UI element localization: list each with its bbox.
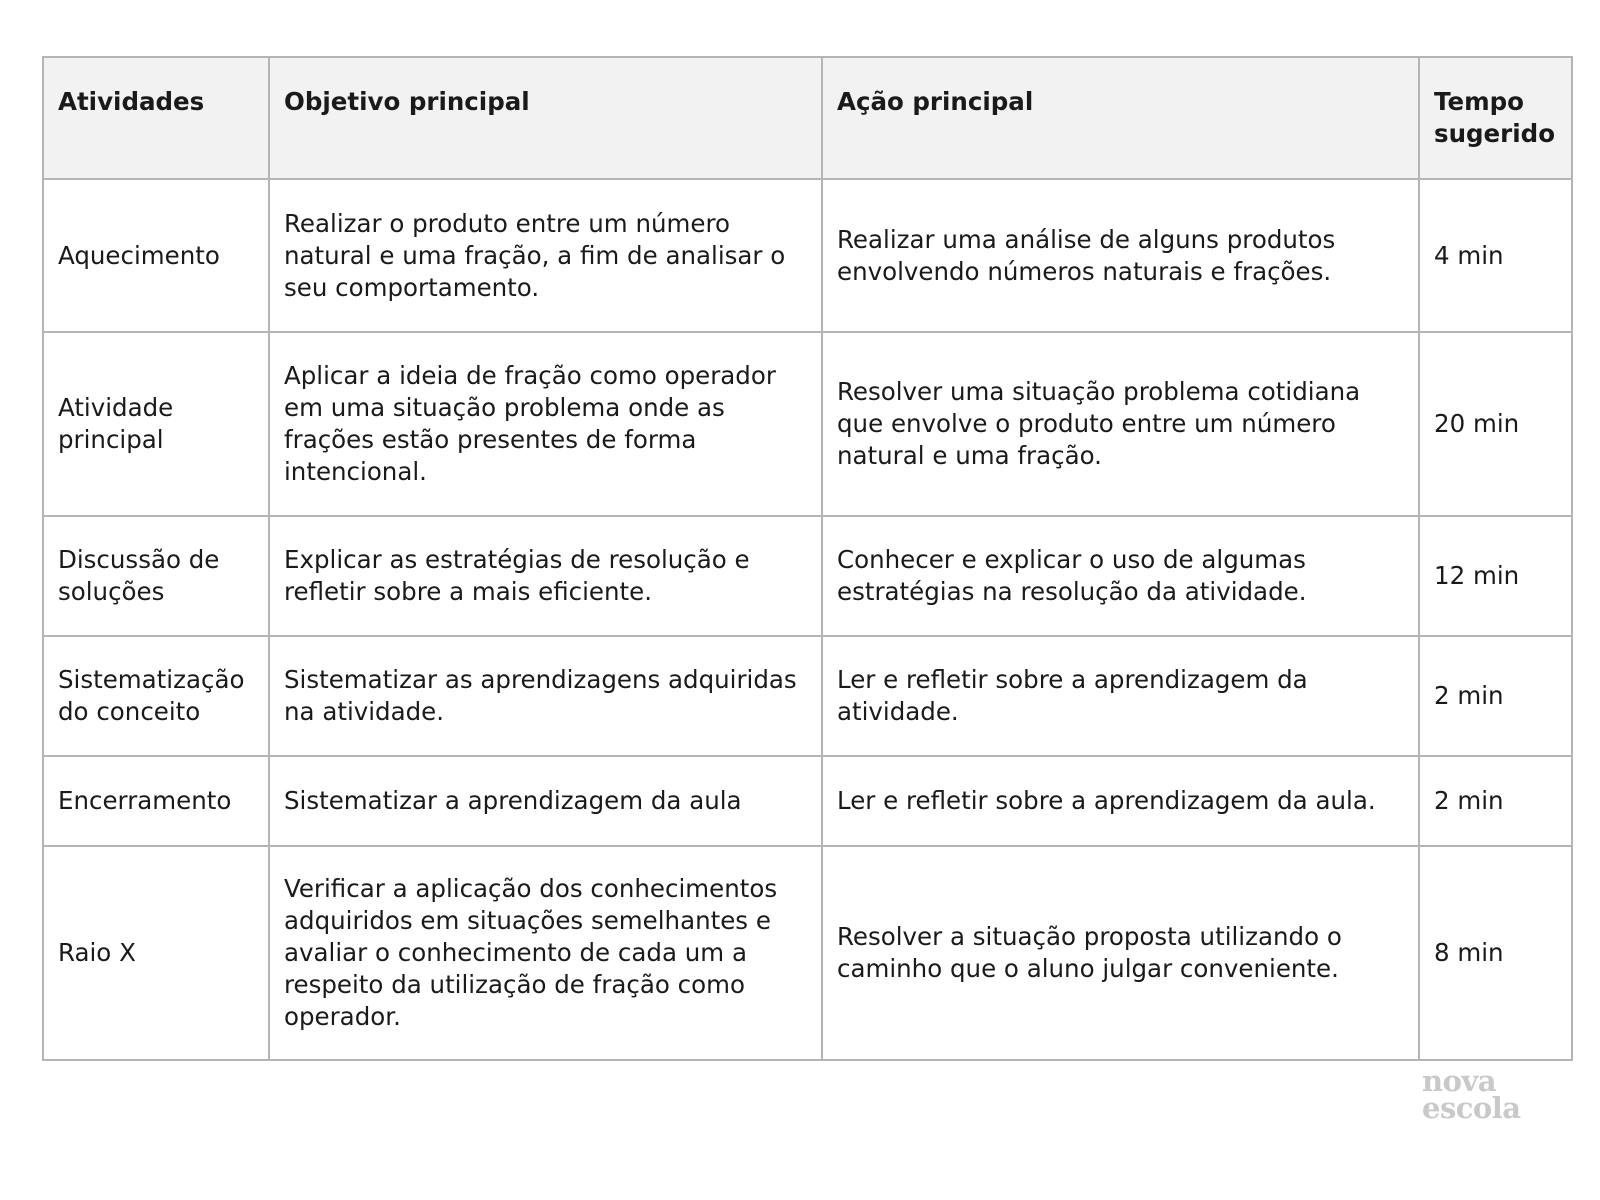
cell-acao: Resolver a situação proposta utilizando o caminho que o aluno julgar conveniente. — [822, 846, 1419, 1060]
cell-tempo: 4 min — [1419, 179, 1572, 332]
cell-acao: Resolver uma situação problema cotidiana que envolve o produto entre um número natural e uma fração. — [822, 332, 1419, 516]
cell-tempo: 2 min — [1419, 756, 1572, 846]
table-header-row — [43, 57, 1572, 179]
table-row — [43, 516, 1572, 636]
header-objetivo-principal: Objetivo principal — [269, 57, 822, 179]
cell-objetivo: Realizar o produto entre um número natural e uma fração, a fim de analisar o seu comportamento. — [269, 179, 822, 332]
table-row — [43, 636, 1572, 756]
logo-line-nova: nova — [1422, 1064, 1497, 1098]
cell-acao: Realizar uma análise de alguns produtos envolvendo números naturais e frações. — [822, 179, 1419, 332]
cell-tempo: 20 min — [1419, 332, 1572, 516]
lesson-plan-table — [42, 56, 1573, 1061]
cell-acao: Ler e refletir sobre a aprendizagem da aula. — [822, 756, 1419, 846]
cell-tempo: 12 min — [1419, 516, 1572, 636]
cell-atividade: Aquecimento — [43, 179, 269, 332]
cell-objetivo: Sistematizar as aprendizagens adquiridas na atividade. — [269, 636, 822, 756]
cell-atividade: Atividade principal — [43, 332, 269, 516]
cell-tempo: 8 min — [1419, 846, 1572, 1060]
cell-atividade: Encerramento — [43, 756, 269, 846]
lesson-plan-table-container — [42, 56, 1571, 1061]
cell-atividade: Discussão de soluções — [43, 516, 269, 636]
table-row — [43, 756, 1572, 846]
cell-acao: Conhecer e explicar o uso de algumas estratégias na resolução da atividade. — [822, 516, 1419, 636]
cell-objetivo: Sistematizar a aprendizagem da aula — [269, 756, 822, 846]
table-row — [43, 846, 1572, 1060]
header-tempo-sugerido: Tempo sugerido — [1419, 57, 1572, 179]
cell-tempo: 2 min — [1419, 636, 1572, 756]
cell-objetivo: Verificar a aplicação dos conhecimentos adquiridos em situações semelhantes e avaliar o conhecimento de cada um a respeito da utilização de fração como operador. — [269, 846, 822, 1060]
logo-line-escola: escola — [1422, 1091, 1521, 1125]
cell-acao: Ler e refletir sobre a aprendizagem da atividade. — [822, 636, 1419, 756]
table-row — [43, 332, 1572, 516]
cell-objetivo: Explicar as estratégias de resolução e refletir sobre a mais eficiente. — [269, 516, 822, 636]
header-atividades: Atividades — [43, 57, 269, 179]
table-row — [43, 179, 1572, 332]
nova-escola-logo — [1422, 1064, 1542, 1125]
cell-objetivo: Aplicar a ideia de fração como operador em uma situação problema onde as frações estão presentes de forma intencional. — [269, 332, 822, 516]
cell-atividade: Sistematização do conceito — [43, 636, 269, 756]
header-acao-principal: Ação principal — [822, 57, 1419, 179]
cell-atividade: Raio X — [43, 846, 269, 1060]
